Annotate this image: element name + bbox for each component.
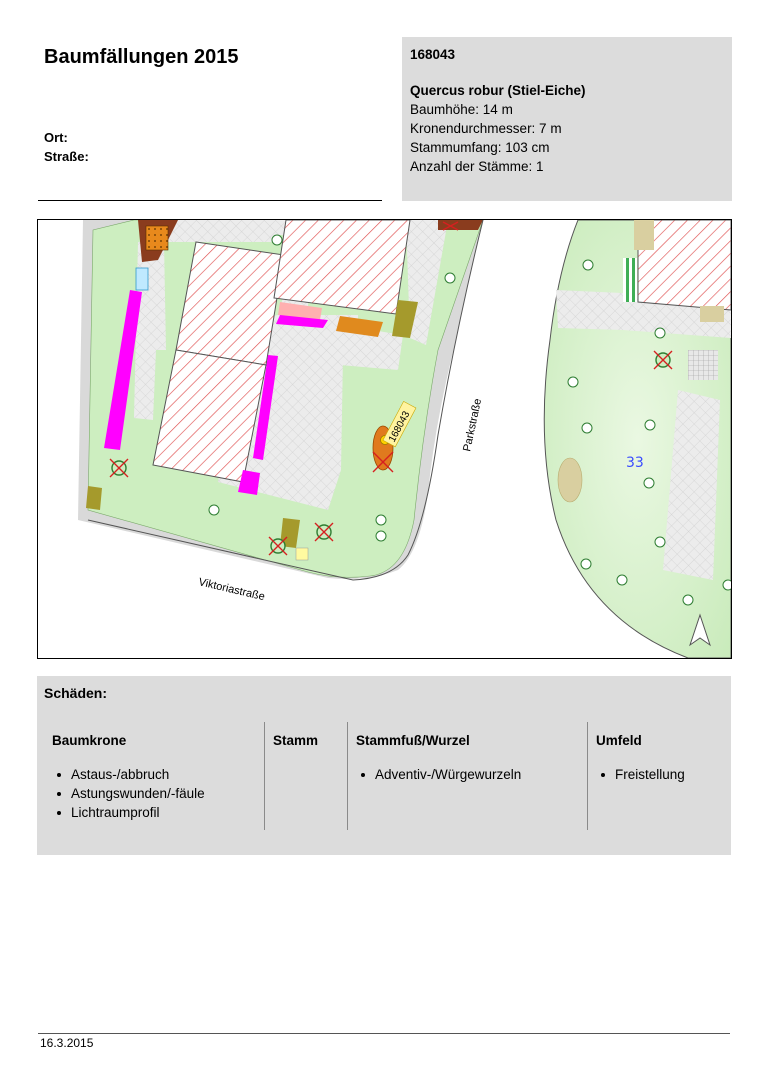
column-heading: Baumkrone [52,733,127,748]
list-item: Astaus-/abbruch [57,765,263,784]
damages-panel [37,676,731,855]
site-map[interactable] [37,219,732,659]
tree-info-box [402,37,732,201]
damage-column-umfeld [587,722,727,830]
damage-list [347,765,587,784]
right-block [544,220,731,658]
column-heading: Stamm [273,733,319,748]
column-heading: Stammfuß/Wurzel [356,733,470,748]
column-heading: Umfeld [596,733,642,748]
footer-divider [38,1033,730,1034]
damages-title: Schäden: [44,685,108,701]
map-label-parkstrasse: Parkstraße [461,397,485,453]
map-drawing [38,220,731,658]
damage-list [587,765,727,784]
list-item: Freistellung [601,765,727,784]
list-item: Astungswunden/-fäule [57,784,263,803]
tree-species: Quercus robur (Stiel-Eiche) [410,83,586,98]
tree-crown-diameter: Kronendurchmesser: 7 m [410,121,562,136]
map-label-area-number: 33 [626,455,644,471]
footer-date: 16.3.2015 [40,1036,94,1050]
left-block [78,220,483,580]
page-title: Baumfällungen 2015 [44,46,239,68]
list-item: Adventiv-/Würgewurzeln [361,765,587,784]
list-item: Lichtraumprofil [57,803,263,822]
tree-stem-count: Anzahl der Stämme: 1 [410,159,544,174]
strasse-label: Straße: [44,149,89,164]
damage-list [43,765,263,822]
damage-column-stamm [264,722,347,830]
tree-trunk-circumference: Stammumfang: 103 cm [410,140,550,155]
location-labels [44,128,89,166]
tree-id: 168043 [410,47,456,62]
ort-label: Ort: [44,130,68,145]
header-divider [38,200,382,201]
damage-column-baumkrone [43,722,263,830]
damage-column-stammfuss-wurzel [347,722,587,830]
map-tree-label: 168043 [386,409,413,445]
map-label-viktoriastrasse: Viktoriastraße [197,576,266,604]
tree-height: Baumhöhe: 14 m [410,102,513,117]
